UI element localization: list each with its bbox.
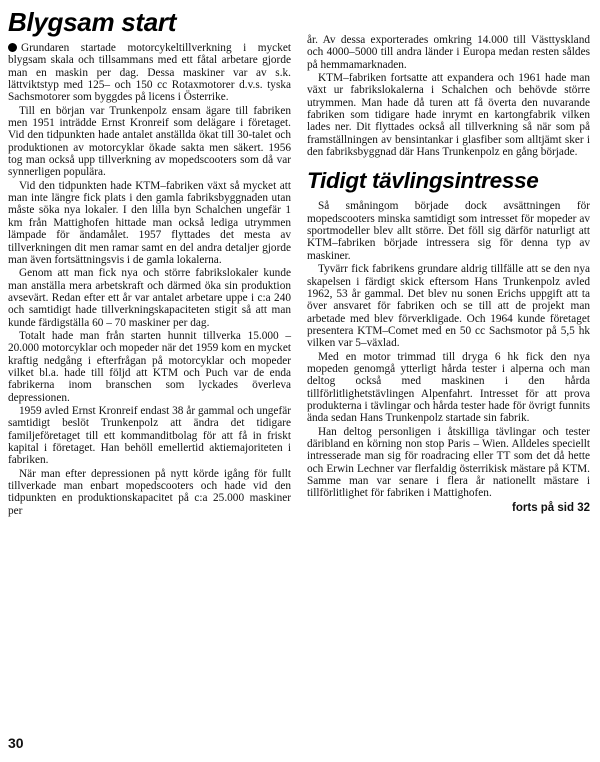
article-paragraph: 1959 avled Ernst Kronreif endast 38 år gammal och ungefär samtidigt beslöt Trunkenpolz att ändra det tidigare familjeföretaget till ett kommanditbolag för att få in friskt kapital i företaget. Han behöll emellertid aktiemajoriteten i fabriken. [8, 404, 291, 467]
article-paragraph: Tyvärr fick fabrikens grundare aldrig tillfälle att se den nya skapelsen i färdigt skick eftersom Hans Trunkenpolz avled 1962, 53 år gammal. Det blev nu sonen Erichs uppgift att ta över ansvaret för fabriken och se till att de projekt man arbetade med blev förverkligade. Och 1964 kunde företaget presentera KTM–Comet med en 50 cc Sachsmotor på 5,5 hk vilken var 5–växlad. [307, 263, 590, 350]
article-paragraph: När man efter depressionen på nytt körde igång för fullt tillverkade man enbart mopedscooters och hade vid den tidpunkten en produktionskapacitet på c:a 25.000 maskiner per [8, 467, 291, 517]
article-paragraph: Så småningom började dock avsättningen för mopedscooters minska samtidigt som intresset för mopeder av sportmodeller blev allt större. Det föll sig därför naturligt att KTM–fabriken började intressera sig för denna typ av maskiner. [307, 200, 590, 262]
left-column [8, 8, 291, 518]
article-paragraph: Genom att man fick nya och större fabrikslokaler kunde man anställa mera arbetskraft och därmed öka sin produktion avsevärt. Redan efter ett år var antalet arbetare uppe i c:a 240 och samtidigt hade tillverkningskapaciteten stigit så att man kunde färdigställa 60 – 70 maskiner per dag. [8, 267, 291, 329]
article-paragraph: Totalt hade man från starten hunnit tillverka 15.000 – 20.000 motorcyklar och mopeder när det 1959 kom en mycket kraftig nedgång i efterfrågan på motorcyklar och mopeder vilket bl.a. hade till följd att KTM och Puch var de enda fabrikerna inom branschen som lyckades överleva depressionen. [8, 329, 291, 404]
article-paragraph: Med en motor trimmad till dryga 6 hk fick den nya mopeden genomgå ytterligt hårda tester i alperna och man deltog också med maskinen i den hårda tillförlitlighetstävlingen Alpenfahrt. Intresset för att prova produkterna i tävlingar och hårda tester hade för övrigt funnits ända sedan Hans Trunkenpolz startade sin fabrik. [307, 350, 590, 425]
article-paragraph: år. Av dessa exporterades omkring 14.000 till Västtyskland och 4000–5000 till andra länder i Europa medan resten såldes på hemmamarknaden. [307, 34, 590, 71]
article-paragraph: Vid den tidpunkten hade KTM–fabriken växt så mycket att man inte längre fick plats i den gamla fabriksbyggnaden utan måste söka nya lokaler. I den lilla byn Schalchen ungefär 1 km från Mattighofen hittade man också lediga utrymmen lämpade för ändamålet. 1957 flyttades det mesta av tillverkningen dit men ramar samt en del andra detaljer gjorde man även fortsättningsvis i de gamla lokalerna. [8, 179, 291, 266]
page-number: 30 [8, 735, 24, 751]
article-paragraph: KTM–fabriken fortsatte att expandera och 1961 hade man växt ur fabrikslokalerna i Schalchen och behövde större utrymmen. Man hade då turen att få överta den nuvarande fabriken som tidigare hade inrymt en kartongfabrik vilken lades ner. Dit flyttades också all tillverkning så när som på framställningen av bensintankar i glasfiber som alltjämt sker i den fabriksbyggnad där Hans Trunkenpolz en gång började. [307, 72, 590, 159]
bullet-icon [8, 43, 17, 52]
continued-on-page-note: forts på sid 32 [512, 501, 590, 514]
right-column [307, 34, 590, 514]
section-heading-blygsam-start: Blygsam start [8, 7, 177, 37]
article-paragraph: Han deltog personligen i åtskilliga tävlingar och tester däribland en körning non stop Paris – Wien. Alldeles speciellt intresserade man sig för roadracing eller TT som det då hette och Erwin Lechner var flerfaldig österrikisk mästare på KTM. Samme man var senare i flera år nationellt mästare i tillförlitlighet för fabriken i Mattighofen. [307, 425, 590, 500]
article-paragraph: Till en början var Trunkenpolz ensam ägare till fabriken men 1951 inträdde Ernst Kronreif som delägare i företaget. Vid den tidpunkten hade antalet anställda ökat till 30-talet och produktionen av motorcyklar ökade sakta men säkert. 1956 tog man också upp tillverkning av mopedscooters som då var synnerligen populära. [8, 104, 291, 179]
section-heading-tidigt-tavlingsintresse: Tidigt tävlingsintresse [307, 168, 539, 194]
article-paragraph: Grundaren startade motorcykeltillverkning i mycket blygsam skala och tillsammans med ett fåtal arbetare gjorde man en maskin per dag. Dessa maskiner var av s.k. lättviktstyp med 125– och 150 cc Rotaxmotorer d.v.s. tyska Sachsmotorer som byggdes på licens i Österrike. [8, 42, 291, 104]
